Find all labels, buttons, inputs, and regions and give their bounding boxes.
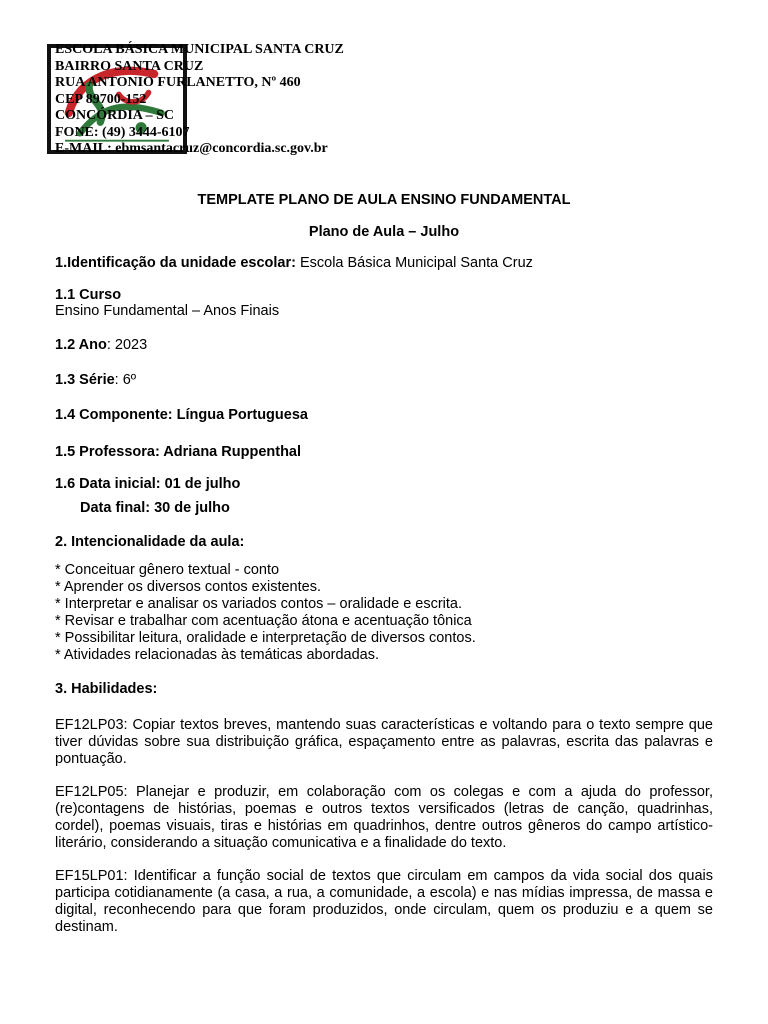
intentionality-heading: 2. Intencionalidade da aula:: [55, 534, 245, 550]
list-item: * Conceituar gênero textual - conto: [55, 562, 280, 578]
component-line: 1.4 Componente: Língua Portuguesa: [55, 407, 308, 423]
course-label: 1.1 Curso: [55, 287, 122, 303]
school-unit-value: Escola Básica Municipal Santa Cruz: [295, 255, 533, 271]
year-value: : 2023: [106, 337, 148, 353]
list-item: * Revisar e trabalhar com acentuação átona e acentuação tônica: [55, 613, 472, 629]
list-item: * Aprender os diversos contos existentes.: [55, 579, 321, 595]
school-zip: CEP 89700-152: [55, 91, 147, 107]
year-line: [55, 337, 147, 354]
skill-ef12lp03: EF12LP03: Copiar textos breves, mantendo suas características e voltando para o texto sempre que tiver dúvidas sobre sua distribuição gráfica, espaçamento entre as palavras, escrita das palavras e pontuação.: [55, 717, 713, 767]
school-unit-label: 1.Identificação da unidade escolar:: [55, 255, 296, 271]
grade-line: [55, 372, 136, 389]
start-date-line: 1.6 Data inicial: 01 de julho: [55, 476, 241, 492]
list-item: * Possibilitar leitura, oralidade e interpretação de diversos contos.: [55, 630, 476, 646]
document-title: TEMPLATE PLANO DE AULA ENSINO FUNDAMENTAL: [197, 192, 571, 208]
school-city: CONCÓRDIA – SC: [55, 108, 175, 123]
list-item: * Interpretar e analisar os variados contos – oralidade e escrita.: [55, 596, 463, 612]
year-label: 1.2 Ano: [55, 337, 107, 353]
school-neighborhood: BAIRRO SANTA CRUZ: [55, 58, 204, 74]
intentionality-list: [55, 562, 476, 664]
school-name: ESCOLA BÁSICA MUNICIPAL SANTA CRUZ: [55, 42, 344, 57]
school-phone: FONE: (49) 3444-6107: [55, 124, 190, 140]
school-email: E-MAIL: ebmsantacruz@concordia.sc.gov.br: [55, 141, 328, 156]
teacher-line: 1.5 Professora: Adriana Ruppenthal: [55, 444, 302, 460]
list-item: * Atividades relacionadas às temáticas abordadas.: [55, 647, 380, 663]
skills-heading: 3. Habilidades:: [55, 681, 158, 697]
document-subtitle: Plano de Aula – Julho: [308, 224, 460, 240]
skill-ef12lp05: EF12LP05: Planejar e produzir, em colaboração com os colegas e com a ajuda do professor, (re)contagens de histórias, poemas e outros textos versificados (letras de canção, quadrinhas, cordel), poemas visuais, tiras e histórias em quadrinhos, dentre outros gêneros do campo artístico-literário, considerando a situação comunicativa e a finalidade do texto.: [55, 784, 713, 851]
school-unit-line: [55, 255, 533, 272]
grade-label: 1.3 Série: [55, 372, 115, 388]
course-value: Ensino Fundamental – Anos Finais: [55, 303, 280, 319]
end-date-line: Data final: 30 de julho: [80, 500, 230, 516]
grade-value: : 6º: [114, 372, 137, 388]
school-address: RUA ANTONIO FURLANETTO, Nº 460: [55, 75, 301, 90]
skill-ef15lp01: EF15LP01: Identificar a função social de textos que circulam em campos da vida social dos quais participa cotidianamente (a casa, a rua, a comunidade, a escola) e nas mídias impressa, de massa e digital, reconhecendo para que foram produzidos, onde circulam, quem os produziu e a quem se destinam.: [55, 868, 713, 935]
school-header: [55, 42, 344, 158]
